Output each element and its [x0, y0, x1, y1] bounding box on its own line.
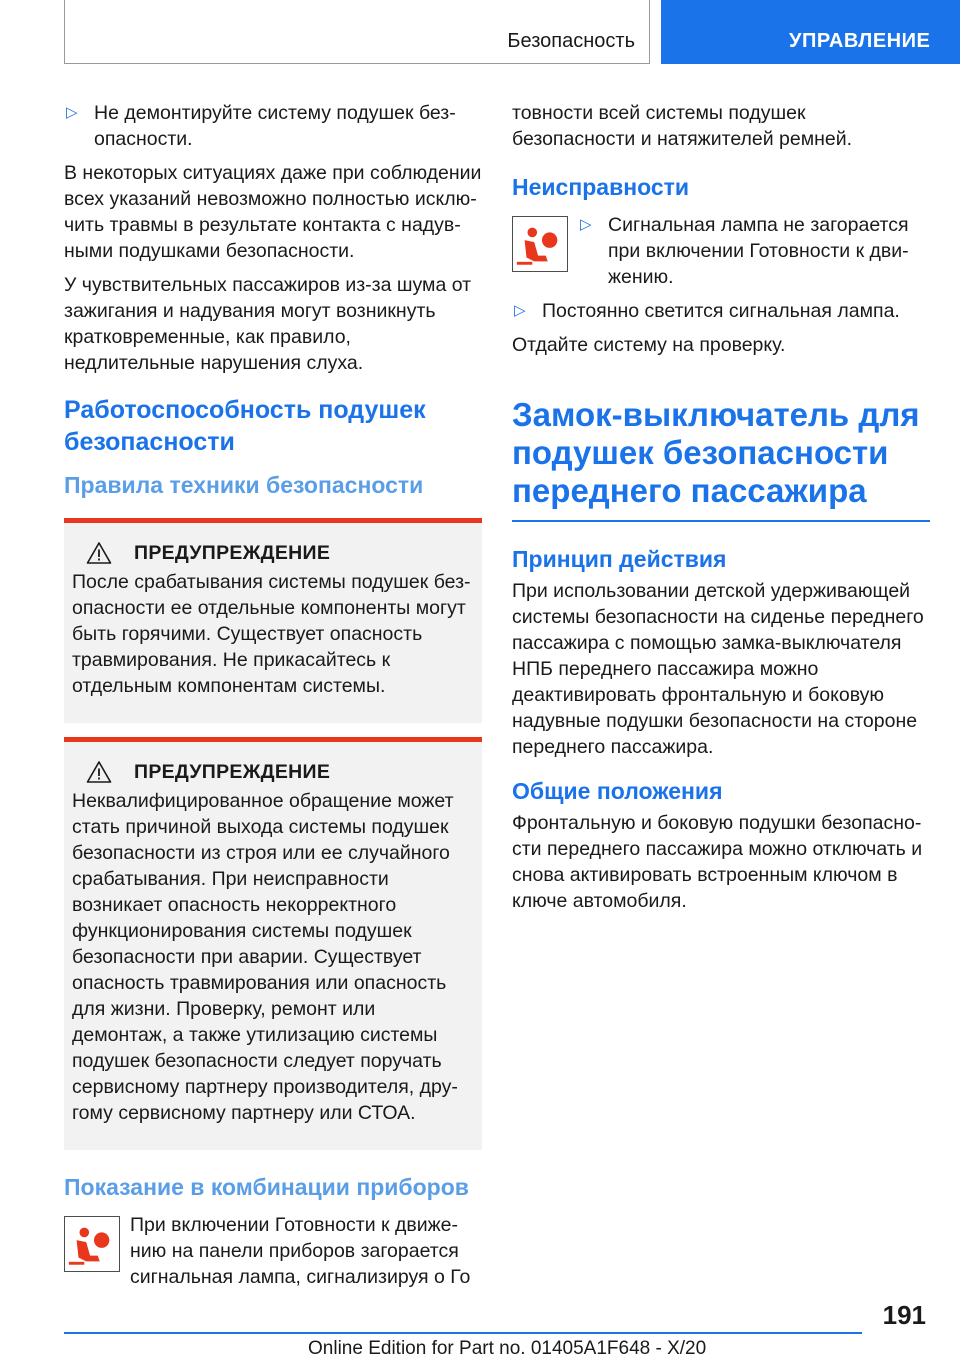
airbag-warning-lamp-icon	[64, 1216, 120, 1272]
warning-title: ПРЕДУПРЕЖДЕНИЕ	[134, 760, 331, 783]
warning-title: ПРЕДУПРЕЖДЕНИЕ	[134, 541, 331, 564]
warning-triangle-icon	[86, 541, 112, 565]
bullet-item	[512, 298, 930, 324]
bullet-text: Постоянно светится сигнальная лампа.	[542, 300, 900, 322]
triangle-right-icon: ▷	[514, 302, 526, 319]
triangle-right-icon: ▷	[580, 216, 592, 233]
warning-box	[64, 518, 482, 723]
paragraph: При использовании детской удерживающей системы безопасности на сиденье переднего пассажира с помощью замка-выключателя НПБ переднего пассажира можно деактивировать фронтальную и боковую надувные подушки безопасности на стороне переднего пассажира.	[512, 580, 924, 758]
subsection-heading: Принцип действия	[512, 546, 727, 572]
footer-divider	[64, 1332, 862, 1334]
chapter-heading: Замок-выключатель для подушек безопасности переднего пассажира	[512, 396, 930, 522]
paragraph: Отдайте систему на проверку.	[512, 334, 786, 356]
header-chapter-label: УПРАВЛЕНИЕ	[789, 30, 931, 52]
airbag-warning-lamp-icon	[512, 216, 568, 272]
header-chapter-tab	[661, 0, 960, 64]
paragraph: Фронтальную и боковую подушки безопасности переднего пассажира можно отключать и снова активировать встроенным ключом в ключе автомобиля.	[512, 812, 923, 912]
left-column	[64, 100, 482, 1298]
header-section-box	[64, 0, 650, 64]
subsection-heading: Общие положения	[512, 778, 723, 804]
subsection-heading: Неисправности	[512, 174, 690, 200]
paragraph: В некоторых ситуациях даже при соблюдении всех указаний невозможно полностью исключить травмы в результате контакта с надувными подушками безопасности.	[64, 162, 482, 262]
paragraph: У чувствительных пассажиров из-за шума от зажигания и надувания могут возникнуть кратковременные, как правило, недлительные нарушения слуха.	[64, 274, 472, 374]
indicator-row	[512, 212, 930, 298]
warning-triangle-icon	[86, 760, 112, 784]
subsection-heading: Правила техники безопасности	[64, 472, 424, 498]
footer-edition-text: Online Edition for Part no. 01405A1F648 - X/20	[308, 1338, 707, 1359]
indicator-text: При включении Готовности к движению на панели приборов загорается сигнальная лампа, сигнализируя о Го	[130, 1214, 471, 1288]
page-number: 191	[882, 1300, 926, 1330]
bullet-text: Не демонтируйте систему подушек безопасности.	[94, 102, 456, 150]
bullet-item	[64, 100, 482, 152]
bullet-text: Сигнальная лампа не загорается при включении Готовности к движению.	[608, 214, 909, 288]
indicator-row	[64, 1212, 482, 1298]
warning-text: Неквалифицированное обращение может стать причиной выхода системы подушек безопасности из строя или ее случайного срабатывания. При неисправности возникает опасность некорректного функционирования системы подушек безопасности при аварии. Существует опасность травмирования или опасность для жизни. Проверку, ремонт или демонтаж, а также утилизацию системы подушек безопасности следует поручать сервисному партнеру производителя, другому сервисному партнеру или СТОА.	[72, 790, 458, 1124]
section-heading: Работоспособность подушек безопасности	[64, 396, 426, 456]
warning-box	[64, 737, 482, 1150]
subsection-heading: Показание в комбинации приборов	[64, 1174, 469, 1200]
header-section-title: Безопасность	[507, 30, 635, 52]
triangle-right-icon: ▷	[66, 104, 78, 121]
warning-text: После срабатывания системы подушек безопасности ее отдельные компоненты могут быть горячими. Существует опасность травмирования. Не прикасайтесь к отдельным компонентам системы.	[72, 571, 471, 697]
paragraph: товности всей системы подушек безопасности и натяжителей ремней.	[512, 102, 853, 150]
bullet-item	[578, 212, 930, 290]
right-column	[512, 100, 930, 922]
footer-edition	[308, 1338, 706, 1360]
